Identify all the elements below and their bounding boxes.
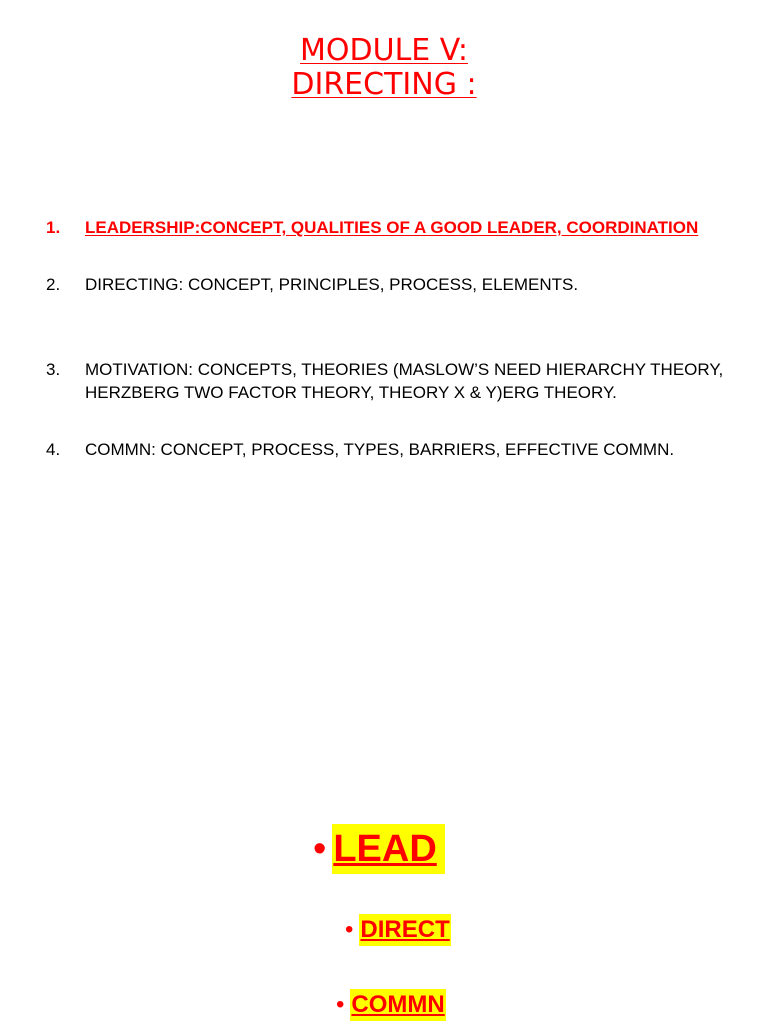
module-title-line-2: DIRECTING : [291, 67, 477, 102]
keyword-direct-text: DIRECT [359, 914, 450, 946]
topic-number: 3. [46, 360, 61, 379]
topic-text: MOTIVATION: CONCEPTS, THEORIES (MASLOW’S NEED HIERARCHY THEORY, HERZBERG TWO FACTOR THEORY, THEORY X & Y)ERG THEORY. [85, 360, 724, 402]
topic-number: 1. [46, 218, 61, 237]
bullet-icon: • [313, 828, 327, 870]
keyword-lead-text: LEAD [332, 824, 444, 874]
module-title-line-1: MODULE V: [300, 33, 468, 68]
bullet-icon: • [345, 916, 354, 943]
module-title [0, 34, 768, 102]
topic-item-leadership [46, 216, 746, 239]
topic-number: 4. [46, 440, 61, 459]
topic-item-directing [46, 273, 746, 296]
keyword-commn [336, 989, 446, 1021]
keyword-lead [313, 824, 445, 874]
topic-text: DIRECTING: CONCEPT, PRINCIPLES, PROCESS, ELEMENTS. [85, 275, 579, 294]
topic-item-motivation [46, 358, 746, 404]
keyword-direct [345, 914, 451, 946]
topic-text: COMMN: CONCEPT, PROCESS, TYPES, BARRIERS, EFFECTIVE COMMN. [85, 440, 675, 459]
keyword-commn-text: COMMN [350, 989, 445, 1021]
topic-text: LEADERSHIP:CONCEPT, QUALITIES OF A GOOD LEADER, COORDINATION [85, 218, 699, 237]
topic-item-commn [46, 438, 746, 461]
topic-number: 2. [46, 275, 61, 294]
bullet-icon: • [336, 991, 345, 1018]
